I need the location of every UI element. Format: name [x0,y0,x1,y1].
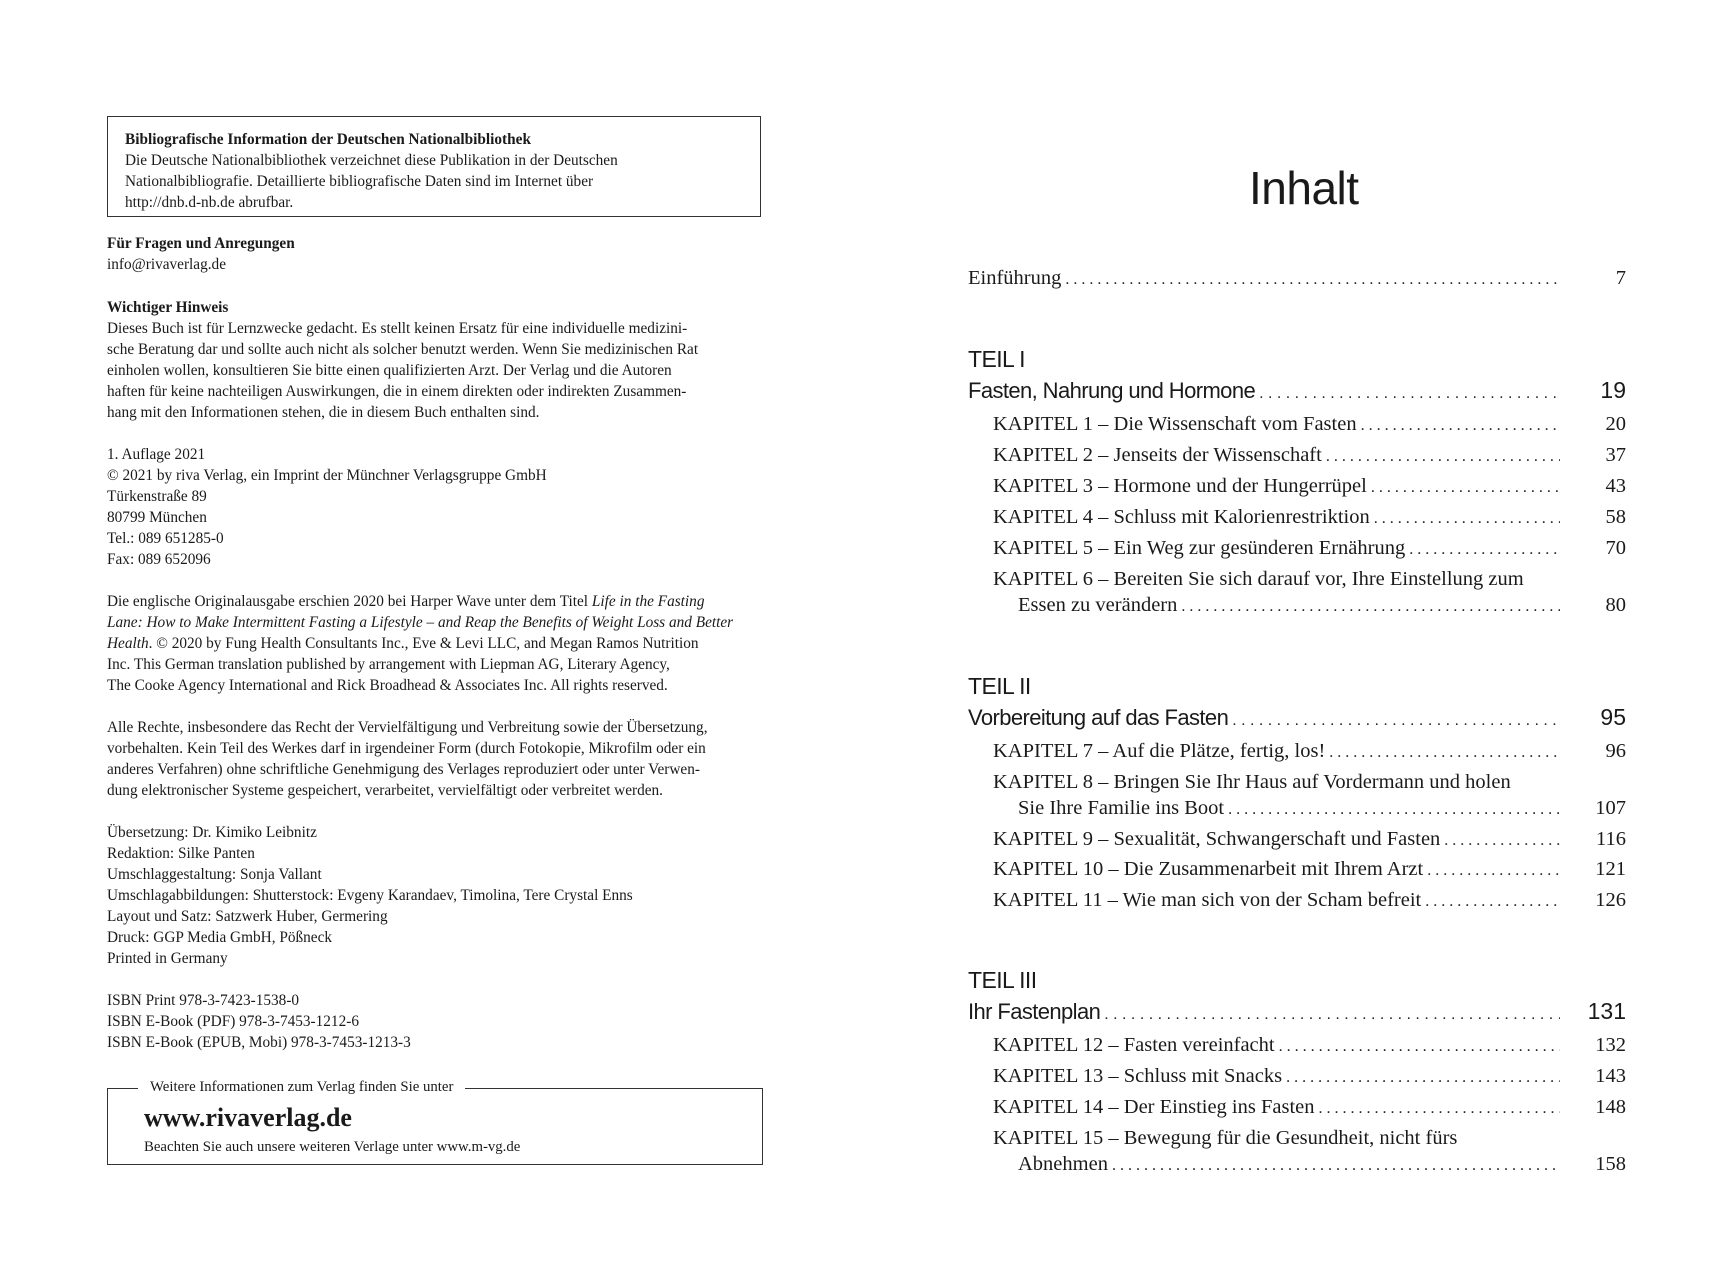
toc-chapter[interactable] [993,887,1626,915]
toc-page-number: 131 [1587,998,1626,1024]
toc-entry-label: Vorbereitung auf das Fasten [968,705,1229,730]
toc-page-number: 58 [1605,506,1626,528]
original-text: . © 2020 by Fung Health Consultants Inc., Eve & Levi LLC, and Megan Ramos Nutrition [148,635,699,652]
leader-dots [1374,506,1560,532]
toc-chapter-first-line[interactable]: KAPITEL 15 – Bewegung für die Gesundheit, nicht fürs [993,1127,1458,1149]
toc-page-number: 19 [1600,377,1626,403]
original-title-italic: Lane: How to Make Intermittent Fasting a Lifestyle – and Reap the Benefits of Weight Loss and Better [107,614,734,631]
notice-title: Wichtiger Hinweis [107,299,229,316]
toc-title: Inhalt [1249,162,1359,214]
credits-block [107,822,763,969]
part-label: TEIL II [968,673,1031,699]
publisher-block [107,444,763,570]
toc-chapter[interactable] [993,1094,1626,1122]
street: Türkenstraße 89 [107,488,207,505]
toc-entry-label: Essen zu verändern [1018,594,1178,616]
toc-entry-label: KAPITEL 9 – Sexualität, Schwangerschaft und Fasten [993,828,1441,850]
notice-line: sche Beratung dar und sollte auch nicht als solcher benutzt werden. Wenn Sie medizinischen Rat [107,341,699,358]
toc-page-number: 126 [1595,889,1626,911]
credit-line: Umschlagabbildungen: Shutterstock: Evgeny Karandaev, Timolina, Tere Crystal Enns [107,887,633,904]
web-subline: Beachten Sie auch unsere weiteren Verlage unter www.m-vg.de [144,1139,521,1155]
toc-entry-label: KAPITEL 11 – Wie man sich von der Scham befreit [993,889,1422,911]
isbn-line: ISBN Print 978-3-7423-1538-0 [107,992,300,1009]
original-line: Inc. This German translation published by arrangement with Liepman AG, Literary Agency, [107,656,670,673]
toc-page-number: 80 [1605,594,1626,616]
rights-line: vorbehalten. Kein Teil des Werkes darf in irgendeiner Form (durch Fotokopie, Mikrofilm oder ein [107,740,706,757]
fax: Fax: 089 652096 [107,551,211,568]
notice-line: Dieses Buch ist für Lernzwecke gedacht. Es stellt keinen Ersatz für eine individuelle medizini- [107,320,688,337]
city: 80799 München [107,509,207,526]
bib-line: Die Deutsche Nationalbibliothek verzeichnet diese Publikation in der Deutschen [125,152,618,169]
toc-page-number: 7 [1615,267,1626,289]
notice-line: haften für keine nachteiligen Auswirkungen, die in einem direkten oder indirekten Zusammen- [107,383,687,400]
toc-entry-label: KAPITEL 4 – Schluss mit Kalorienrestriktion [993,506,1370,528]
toc-chapter[interactable] [993,411,1626,439]
rights-block [107,717,763,801]
toc-page-number: 158 [1595,1153,1626,1175]
toc-page-number: 107 [1595,797,1626,819]
toc-page-number: 132 [1595,1034,1626,1056]
toc-entry-label: KAPITEL 13 – Schluss mit Snacks [993,1065,1283,1087]
toc-chapter[interactable] [993,473,1626,501]
toc-entry-label: Fasten, Nahrung und Hormone [968,378,1256,403]
part-label: TEIL I [968,346,1025,372]
toc-page-number: 121 [1595,858,1626,880]
toc-entry-label: KAPITEL 5 – Ein Weg zur gesünderen Ernährung [993,537,1406,559]
leader-dots [1279,1034,1560,1060]
credit-line: Printed in Germany [107,950,228,967]
toc-part-title[interactable] [968,998,1626,1028]
original-edition-block [107,591,763,696]
credit-line: Umschlaggestaltung: Sonja Vallant [107,866,322,883]
original-title-italic: Health [107,635,149,652]
toc-entry-label: Abnehmen [1018,1153,1108,1175]
toc-chapter-first-line[interactable]: KAPITEL 6 – Bereiten Sie sich darauf vor, Ihre Einstellung zum [993,568,1524,590]
contact-block [107,233,763,275]
toc-chapter[interactable] [1018,592,1626,620]
leader-dots [1361,413,1560,439]
rights-line: Alle Rechte, insbesondere das Recht der Vervielfältigung und Verbreitung sowie der Übersetzung, [107,719,708,736]
toc-entry-label: Ihr Fastenplan [968,999,1101,1024]
phone: Tel.: 089 651285-0 [107,530,224,547]
bib-line: Nationalbibliografie. Detaillierte bibliografische Daten sind im Internet über [125,173,594,190]
leader-dots [1259,381,1560,407]
toc-entry-label: Einführung [968,267,1062,289]
toc-page-number: 148 [1595,1096,1626,1118]
original-line [107,612,763,633]
original-line [107,633,763,654]
toc-chapter-first-line[interactable]: KAPITEL 8 – Bringen Sie Ihr Haus auf Vordermann und holen [993,771,1511,793]
contact-email: info@rivaverlag.de [107,256,226,273]
toc-entry-label: KAPITEL 14 – Der Einstieg ins Fasten [993,1096,1315,1118]
leader-dots [1326,444,1560,470]
toc-page-number: 143 [1595,1065,1626,1087]
leader-dots [1371,475,1560,501]
bib-title: Bibliografische Information der Deutschen Nationalbibliothek [125,131,531,148]
leader-dots [1232,708,1560,734]
toc-chapter[interactable] [993,504,1626,532]
toc-chapter[interactable] [993,826,1626,854]
toc-page-number: 70 [1605,537,1626,559]
toc-entry-intro[interactable] [968,265,1626,293]
credit-line: Redaktion: Silke Panten [107,845,255,862]
contact-title: Für Fragen und Anregungen [107,235,295,252]
toc-page-number: 20 [1605,413,1626,435]
leader-dots [1319,1096,1560,1122]
leader-dots [1181,594,1560,620]
original-line [107,591,763,612]
toc-chapter[interactable] [993,1063,1626,1091]
original-line: The Cooke Agency International and Rick Broadhead & Associates Inc. All rights reserved. [107,677,668,694]
leader-dots [1427,858,1560,884]
isbn-line: ISBN E-Book (EPUB, Mobi) 978-3-7453-1213-3 [107,1034,411,1051]
toc-entry-label: KAPITEL 2 – Jenseits der Wissenschaft [993,444,1322,466]
leader-dots [1065,267,1560,293]
web-caption: Weitere Informationen zum Verlag finden Sie unter [138,1077,465,1097]
notice-line: einholen wollen, konsultieren Sie bitte einen qualifizierten Arzt. Der Verlag und die Autoren [107,362,672,379]
toc-page-number: 116 [1596,828,1626,850]
leader-dots [1228,797,1560,823]
leader-dots [1286,1065,1560,1091]
leader-dots [1104,1002,1560,1028]
toc-chapter[interactable] [993,535,1626,563]
toc-chapter[interactable] [993,442,1626,470]
leader-dots [1329,740,1560,766]
credit-line: Übersetzung: Dr. Kimiko Leibnitz [107,824,317,841]
toc-entry-label: KAPITEL 3 – Hormone und der Hungerrüpel [993,475,1367,497]
credit-line: Druck: GGP Media GmbH, Pößneck [107,929,333,946]
edition: 1. Auflage 2021 [107,446,206,463]
toc-page-number: 96 [1605,740,1626,762]
rights-line: anderes Verfahren) ohne schriftliche Genehmigung des Verlages reproduziert oder unter Verwen- [107,761,700,778]
copyright: © 2021 by riva Verlag, ein Imprint der Münchner Verlagsgruppe GmbH [107,467,547,484]
isbn-line: ISBN E-Book (PDF) 978-3-7453-1212-6 [107,1013,359,1030]
part-label: TEIL III [968,967,1037,993]
bib-line: http://dnb.d-nb.de abrufbar. [125,194,294,211]
toc-chapter[interactable] [993,1032,1626,1060]
toc-part-title[interactable] [968,704,1626,734]
toc-chapter[interactable] [1018,795,1626,823]
toc-entry-label: KAPITEL 10 – Die Zusammenarbeit mit Ihrem Arzt [993,858,1424,880]
original-title-italic: Life in the Fasting [591,593,705,610]
toc-entry-label: Sie Ihre Familie ins Boot [1018,797,1225,819]
leader-dots [1409,537,1560,563]
toc-page-number: 37 [1605,444,1626,466]
toc-entry-label: KAPITEL 1 – Die Wissenschaft vom Fasten [993,413,1357,435]
notice-line: hang mit den Informationen stehen, die in diesem Buch enthalten sind. [107,404,540,421]
toc-chapter[interactable] [993,856,1626,884]
leader-dots [1425,889,1560,915]
toc-page-number: 95 [1600,704,1626,730]
original-text: Die englische Originalausgabe erschien 2020 bei Harper Wave unter dem Titel [107,593,592,610]
bibliographic-info-box [107,116,761,217]
isbn-block [107,990,763,1053]
leader-dots [1444,828,1560,854]
toc-page-number: 43 [1605,475,1626,497]
toc-chapter[interactable] [1018,1151,1626,1179]
notice-block [107,297,763,423]
toc-entry-label: KAPITEL 7 – Auf die Plätze, fertig, los! [993,740,1326,762]
toc-entry-label: KAPITEL 12 – Fasten vereinfacht [993,1034,1275,1056]
rights-line: dung elektronischer Systeme gespeichert, verarbeitet, vervielfältigt oder verbreitet werden. [107,782,663,799]
toc-part-title[interactable] [968,377,1626,407]
toc-chapter[interactable] [993,738,1626,766]
publisher-url[interactable]: www.rivaverlag.de [144,1103,352,1132]
credit-line: Layout und Satz: Satzwerk Huber, Germering [107,908,388,925]
leader-dots [1112,1153,1560,1179]
